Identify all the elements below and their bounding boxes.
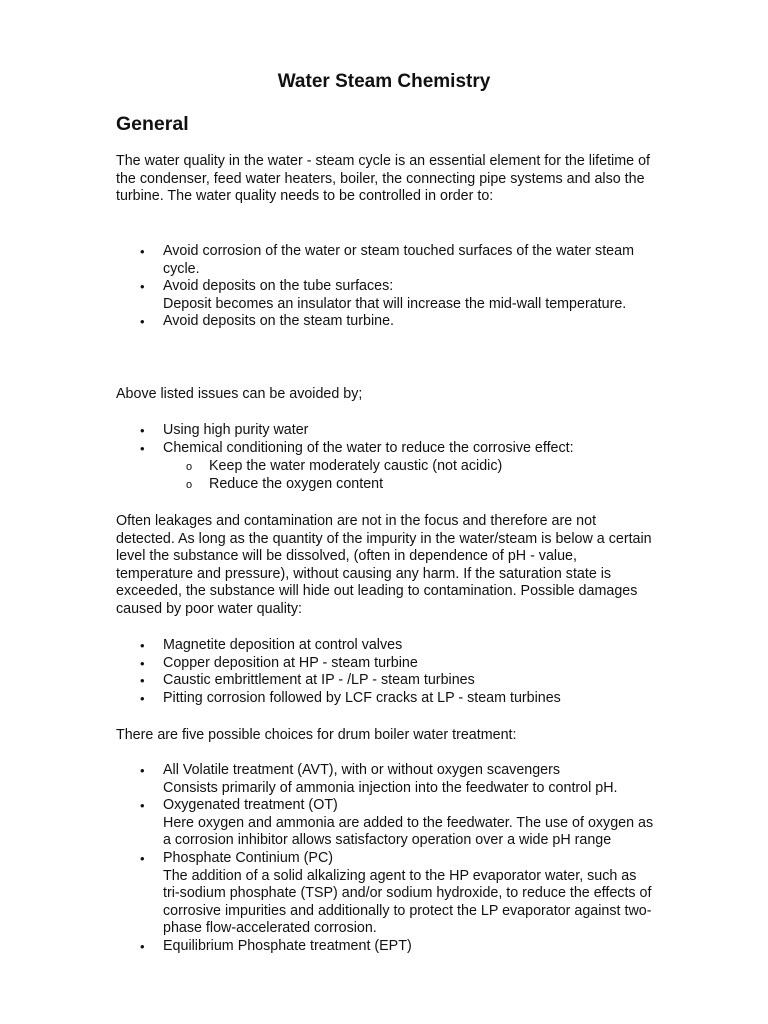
list-item — [116, 762, 656, 797]
damages-list — [116, 637, 656, 707]
treatments-list — [116, 762, 656, 956]
list-item — [116, 243, 656, 278]
document-title: Water Steam Chemistry — [277, 71, 491, 92]
list-item — [116, 440, 656, 494]
leakage-paragraph: Often leakages and contamination are not in the focus and therefore are not detected. As long as the quantity of the impurity in the water/steam is below a certain level the substance will be dissolved, (often in dependence of pH - value, temperature and pressure), without causing any harm. If the saturation state is exceeded, the substance will hide out leading to contamination. Possible damages caused by poor water quality: — [116, 513, 652, 617]
list-item-text: Avoid deposits on the steam turbine. — [163, 313, 395, 330]
list-item-text: Equilibrium Phosphate treatment (EPT) — [163, 937, 412, 954]
section-heading-general: General — [116, 113, 189, 135]
list-item-description: The addition of a solid alkalizing agent to the HP evaporator water, such as tri-sodium phosphate (TSP) and/or sodium hydroxide, to reduce the effects of corrosive impurities and additionally to protect the LP evaporator against two-phase flow-accelerated corrosion. — [163, 867, 652, 937]
list-item-text: Copper deposition at HP - steam turbine — [163, 654, 418, 671]
list-item — [116, 278, 656, 313]
list-item — [116, 313, 656, 331]
list-item — [116, 422, 656, 440]
list-item-text: Oxygenated treatment (OT) — [163, 797, 338, 814]
list-item-description: Deposit becomes an insulator that will increase the mid-wall temperature. — [163, 295, 627, 312]
list-item-text: All Volatile treatment (AVT), with or without oxygen scavengers — [163, 762, 561, 778]
list-item — [116, 655, 656, 673]
list-item-text: Avoid deposits on the tube surfaces: — [163, 278, 394, 295]
choices-intro-paragraph: There are five possible choices for drum boiler water treatment: — [116, 727, 517, 743]
avoided-intro-paragraph: Above listed issues can be avoided by; — [116, 386, 363, 402]
list-item-text: Chemical conditioning of the water to reduce the corrosive effect: — [163, 439, 574, 456]
intro-paragraph: The water quality in the water - steam cycle is an essential element for the lifetime of the condenser, feed water heaters, boiler, the connecting pipe systems and also the turbine. The water quality needs to be controlled in order to: — [116, 153, 650, 205]
list-item-text: Magnetite deposition at control valves — [163, 637, 403, 653]
sub-measures-list — [163, 458, 656, 494]
list-item-text: Phosphate Continium (PC) — [163, 849, 334, 866]
list-item-text: Using high purity water — [163, 422, 309, 438]
list-item-text: Caustic embrittlement at IP - /LP - steam turbines — [163, 672, 475, 689]
sub-list-item-text: Reduce the oxygen content — [209, 476, 384, 493]
list-item — [116, 850, 656, 938]
list-item-description: Consists primarily of ammonia injection into the feedwater to control pH. — [163, 779, 618, 796]
list-item — [116, 672, 656, 690]
measures-list — [116, 422, 656, 495]
list-item-text: Pitting corrosion followed by LCF cracks at LP - steam turbines — [163, 689, 561, 706]
list-item-description: Here oxygen and ammonia are added to the feedwater. The use of oxygen as a corrosion inhibitor allows satisfactory operation over a wide pH range — [163, 814, 654, 849]
list-item — [116, 797, 656, 850]
goals-list — [116, 243, 656, 331]
sub-list-item — [163, 476, 656, 494]
sub-list-item-text: Keep the water moderately caustic (not acidic) — [209, 457, 503, 474]
list-item — [116, 637, 656, 655]
list-item-text: Avoid corrosion of the water or steam touched surfaces of the water steam cycle. — [163, 243, 634, 277]
sub-list-item — [163, 458, 656, 476]
list-item — [116, 690, 656, 708]
list-item — [116, 938, 656, 956]
